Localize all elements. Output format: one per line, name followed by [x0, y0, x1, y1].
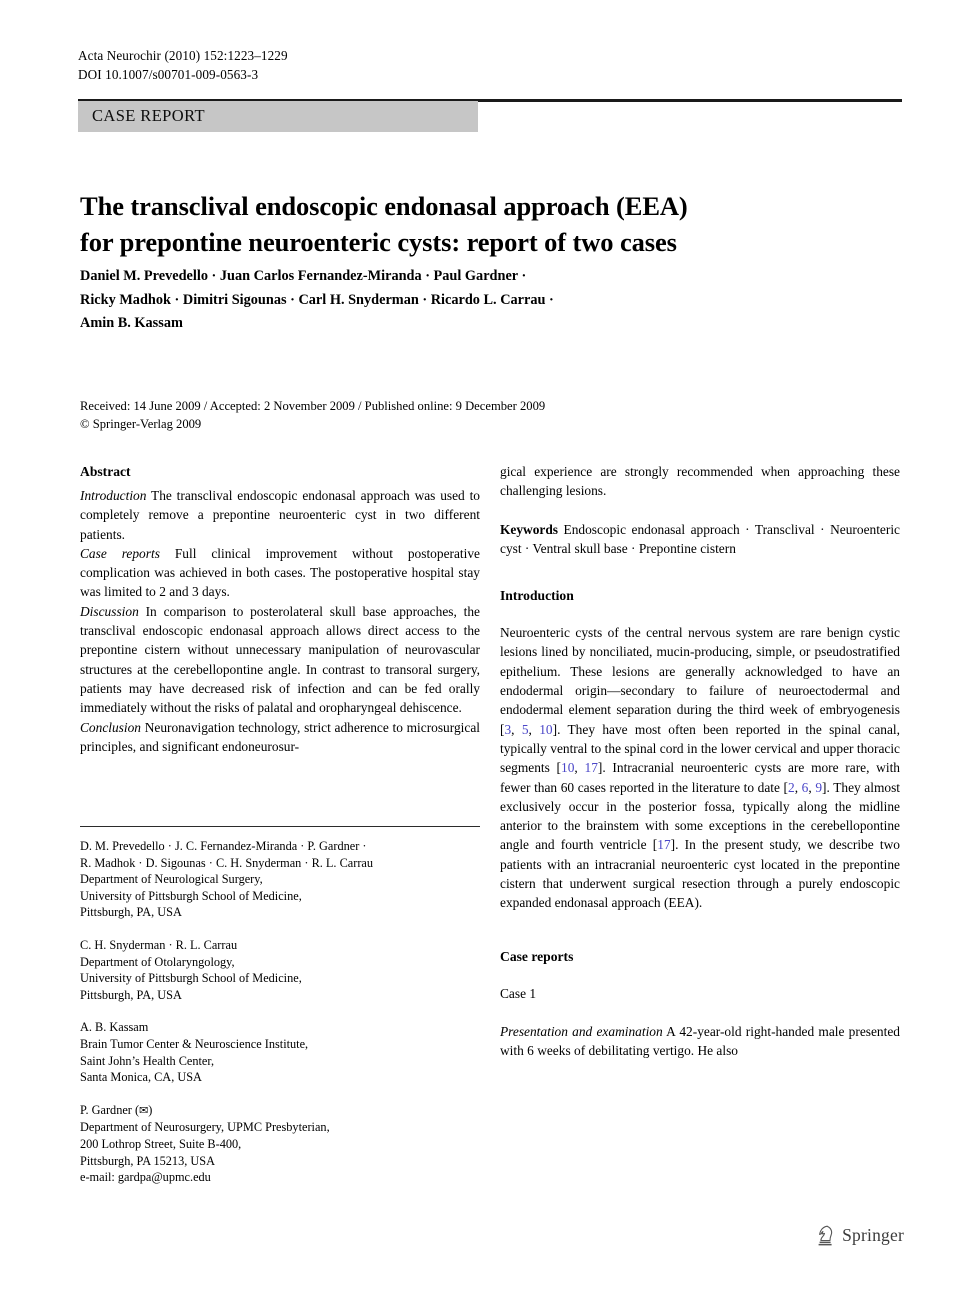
right-column [500, 462, 900, 1061]
springer-knight-icon [816, 1224, 836, 1246]
citation-separator: , [808, 779, 816, 795]
page-title [80, 188, 880, 260]
affiliations [80, 838, 490, 1202]
affiliation-line: D. M. Prevedello · J. C. Fernandez-Miranda · P. Gardner · [80, 839, 367, 853]
affiliations-rule [80, 826, 480, 827]
affiliation-block [80, 838, 490, 921]
citation-link[interactable]: 10 [539, 721, 553, 737]
author-line-1: Daniel M. Prevedello · Juan Carlos Fernandez-Miranda · Paul Gardner · [80, 268, 527, 284]
intro-text-e: ]. In the present study, we describe two patients with an intracranial neuroenteric cyst located in the prepontine cistern that underwent surgical resection through a purely endoscopic expanded endonasal approach (EEA). [500, 837, 900, 911]
affiliation-line: C. H. Snyderman · R. L. Carrau [80, 937, 238, 952]
abstract-case-reports [80, 544, 480, 602]
citation-link[interactable]: 5 [521, 721, 529, 737]
doi-line: DOI 10.1007/s00701-009-0563-3 [78, 66, 259, 82]
title-line-2: for prepontine neuroenteric cysts: report of two cases [80, 226, 677, 257]
citation-link[interactable]: 10 [561, 760, 575, 776]
citation-link[interactable]: 6 [801, 779, 809, 795]
abstract-conclusion-text: Neuronavigation technology, strict adherence to microsurgical principles, and significant endoneurosur- [80, 719, 480, 754]
citation-link[interactable]: 17 [657, 837, 671, 853]
introduction-paragraph [500, 623, 900, 912]
affiliation-block [80, 1019, 490, 1085]
springer-wordmark: Springer [842, 1224, 904, 1245]
intro-text-d: ]. They almost exclusively occur in the posterior fossa, typically along the midline anterior to the brainstem with some exceptions in the cerebellopontine angle and fourth ventricle [ [500, 779, 901, 853]
abstract-discussion [80, 602, 480, 718]
title-line-1: The transclival endoscopic endonasal approach (EEA) [80, 190, 688, 221]
springer-footer [816, 1224, 904, 1246]
affiliation-line: Santa Monica, CA, USA [80, 1070, 202, 1085]
corresponding-author-email[interactable]: e-mail: gardpa@upmc.edu [80, 1170, 211, 1185]
affiliation-line: Pittsburgh, PA 15213, USA [80, 1153, 215, 1168]
abstract-discussion-text: In comparison to posterolateral skull base approaches, the transclival endoscopic endonasal approach allows direct access to the prepontine cistern without unnecessary manipulation of neurovascular structures at the cerebellopontine angle. In contrast to transoral surgery, patients may have decreased risk of infection and can be fed orally immediately without the risks of palatal and oropharyngeal dehiscence. [80, 603, 480, 716]
keywords [500, 520, 900, 559]
corresponding-author-name [80, 1102, 490, 1120]
citation-link[interactable]: 3 [504, 721, 512, 737]
left-column [80, 462, 480, 756]
citation-link[interactable]: 17 [584, 760, 598, 776]
abstract-conclusion-label: Conclusion [80, 719, 142, 735]
affiliation-line: University of Pittsburgh School of Medicine, [80, 971, 302, 986]
intro-text-b: ]. They have most often been reported in the spinal canal, typically ventral to the spinal cord in the lower cervical and upper thoracic segments [ [500, 721, 900, 776]
affiliation-line: 200 Lothrop Street, Suite B-400, [80, 1136, 242, 1151]
copyright-line: © Springer-Verlag 2009 [80, 416, 202, 431]
abstract-introduction-text: The transclival endoscopic endonasal approach was used to completely remove a prepontine neuroenteric cyst in two different patients. [80, 488, 480, 542]
author-line-3: Amin B. Kassam [80, 315, 183, 331]
abstract-case-reports-label: Case reports [80, 545, 160, 561]
citation-link[interactable]: 2 [788, 779, 795, 795]
envelope-icon: ✉ [139, 1103, 149, 1117]
affiliation-line: Department of Neurosurgery, UPMC Presbyterian, [80, 1120, 330, 1135]
author-line-2: Ricky Madhok · Dimitri Sigounas · Carl H. Snyderman · Ricardo L. Carrau · [80, 291, 554, 308]
abstract-conclusion-continued: gical experience are strongly recommended when approaching these challenging lesions. [500, 464, 900, 499]
abstract-heading: Abstract [80, 464, 131, 479]
abstract-conclusion [80, 718, 480, 757]
running-head [78, 47, 288, 84]
presentation-label: Presentation and examination [500, 1023, 663, 1039]
publication-dates [80, 398, 870, 433]
case-1-label: Case 1 [500, 985, 537, 1001]
affiliation-line: Pittsburgh, PA, USA [80, 905, 182, 920]
intro-text-c: ]. Intracranial neuroenteric cysts are more rare, with fewer than 60 cases reported in the literature to date [ [500, 760, 900, 795]
corresponding-author-block [80, 1102, 490, 1186]
intro-text-a: Neuroenteric cysts of the central nervous system are rare benign cystic lesions lined by nonciliated, mucin-producing, simple, or pseudostratified epithelium. These lesions are generally acknowledged to have an endodermal origin—secondary to failure of neuroectodermal and endodermal element separation during the third week of embryogenesis [ [500, 625, 900, 737]
affiliation-block [80, 937, 490, 1003]
abstract-introduction [80, 486, 480, 544]
case-reports-heading: Case reports [500, 948, 574, 964]
abstract-introduction-label: Introduction [80, 488, 147, 503]
keywords-label: Keywords [500, 521, 559, 537]
affiliation-line: A. B. Kassam [80, 1020, 149, 1035]
abstract-case-reports-text: Full clinical improvement without postoperative complication was achieved in both cases. The postoperative hospital stay was limited to 2 and 3 days. [80, 545, 480, 600]
received-accepted-line: Received: 14 June 2009 / Accepted: 2 November 2009 / Published online: 9 December 2009 [80, 399, 546, 413]
affiliation-line: R. Madhok · D. Sigounas · C. H. Snyderman · R. L. Carrau [80, 855, 374, 870]
presentation-text: A 42-year-old right-handed male presented with 6 weeks of debilitating vertigo. He also [500, 1023, 900, 1059]
affiliation-line: Department of Otolaryngology, [80, 954, 235, 969]
article-type-label: CASE REPORT [92, 106, 205, 125]
abstract-discussion-label: Discussion [80, 603, 139, 619]
citation-separator: , [794, 779, 802, 795]
journal-citation-line: Acta Neurochir (2010) 152:1223–1229 [78, 48, 288, 63]
citation-separator: , [511, 721, 522, 737]
introduction-heading: Introduction [500, 588, 574, 604]
affiliation-line: Department of Neurological Surgery, [80, 872, 263, 887]
citation-separator: , [574, 760, 585, 776]
keywords-text: Endoscopic endonasal approach · Transclival · Neuroenteric cyst · Ventral skull base · Prepontine cistern [500, 521, 900, 556]
affiliation-line: Pittsburgh, PA, USA [80, 987, 182, 1002]
citation-link[interactable]: 9 [815, 779, 823, 795]
corresponding-author-label: P. Gardner ( [80, 1102, 140, 1117]
affiliation-line: Brain Tumor Center & Neuroscience Institute, [80, 1036, 309, 1051]
affiliation-line: University of Pittsburgh School of Medicine, [80, 888, 302, 903]
affiliation-line: Saint John’s Health Center, [80, 1053, 215, 1068]
case-1-presentation [500, 1022, 900, 1061]
citation-separator: , [528, 721, 540, 737]
author-list [80, 265, 880, 336]
corresponding-author-close: ) [148, 1102, 153, 1117]
